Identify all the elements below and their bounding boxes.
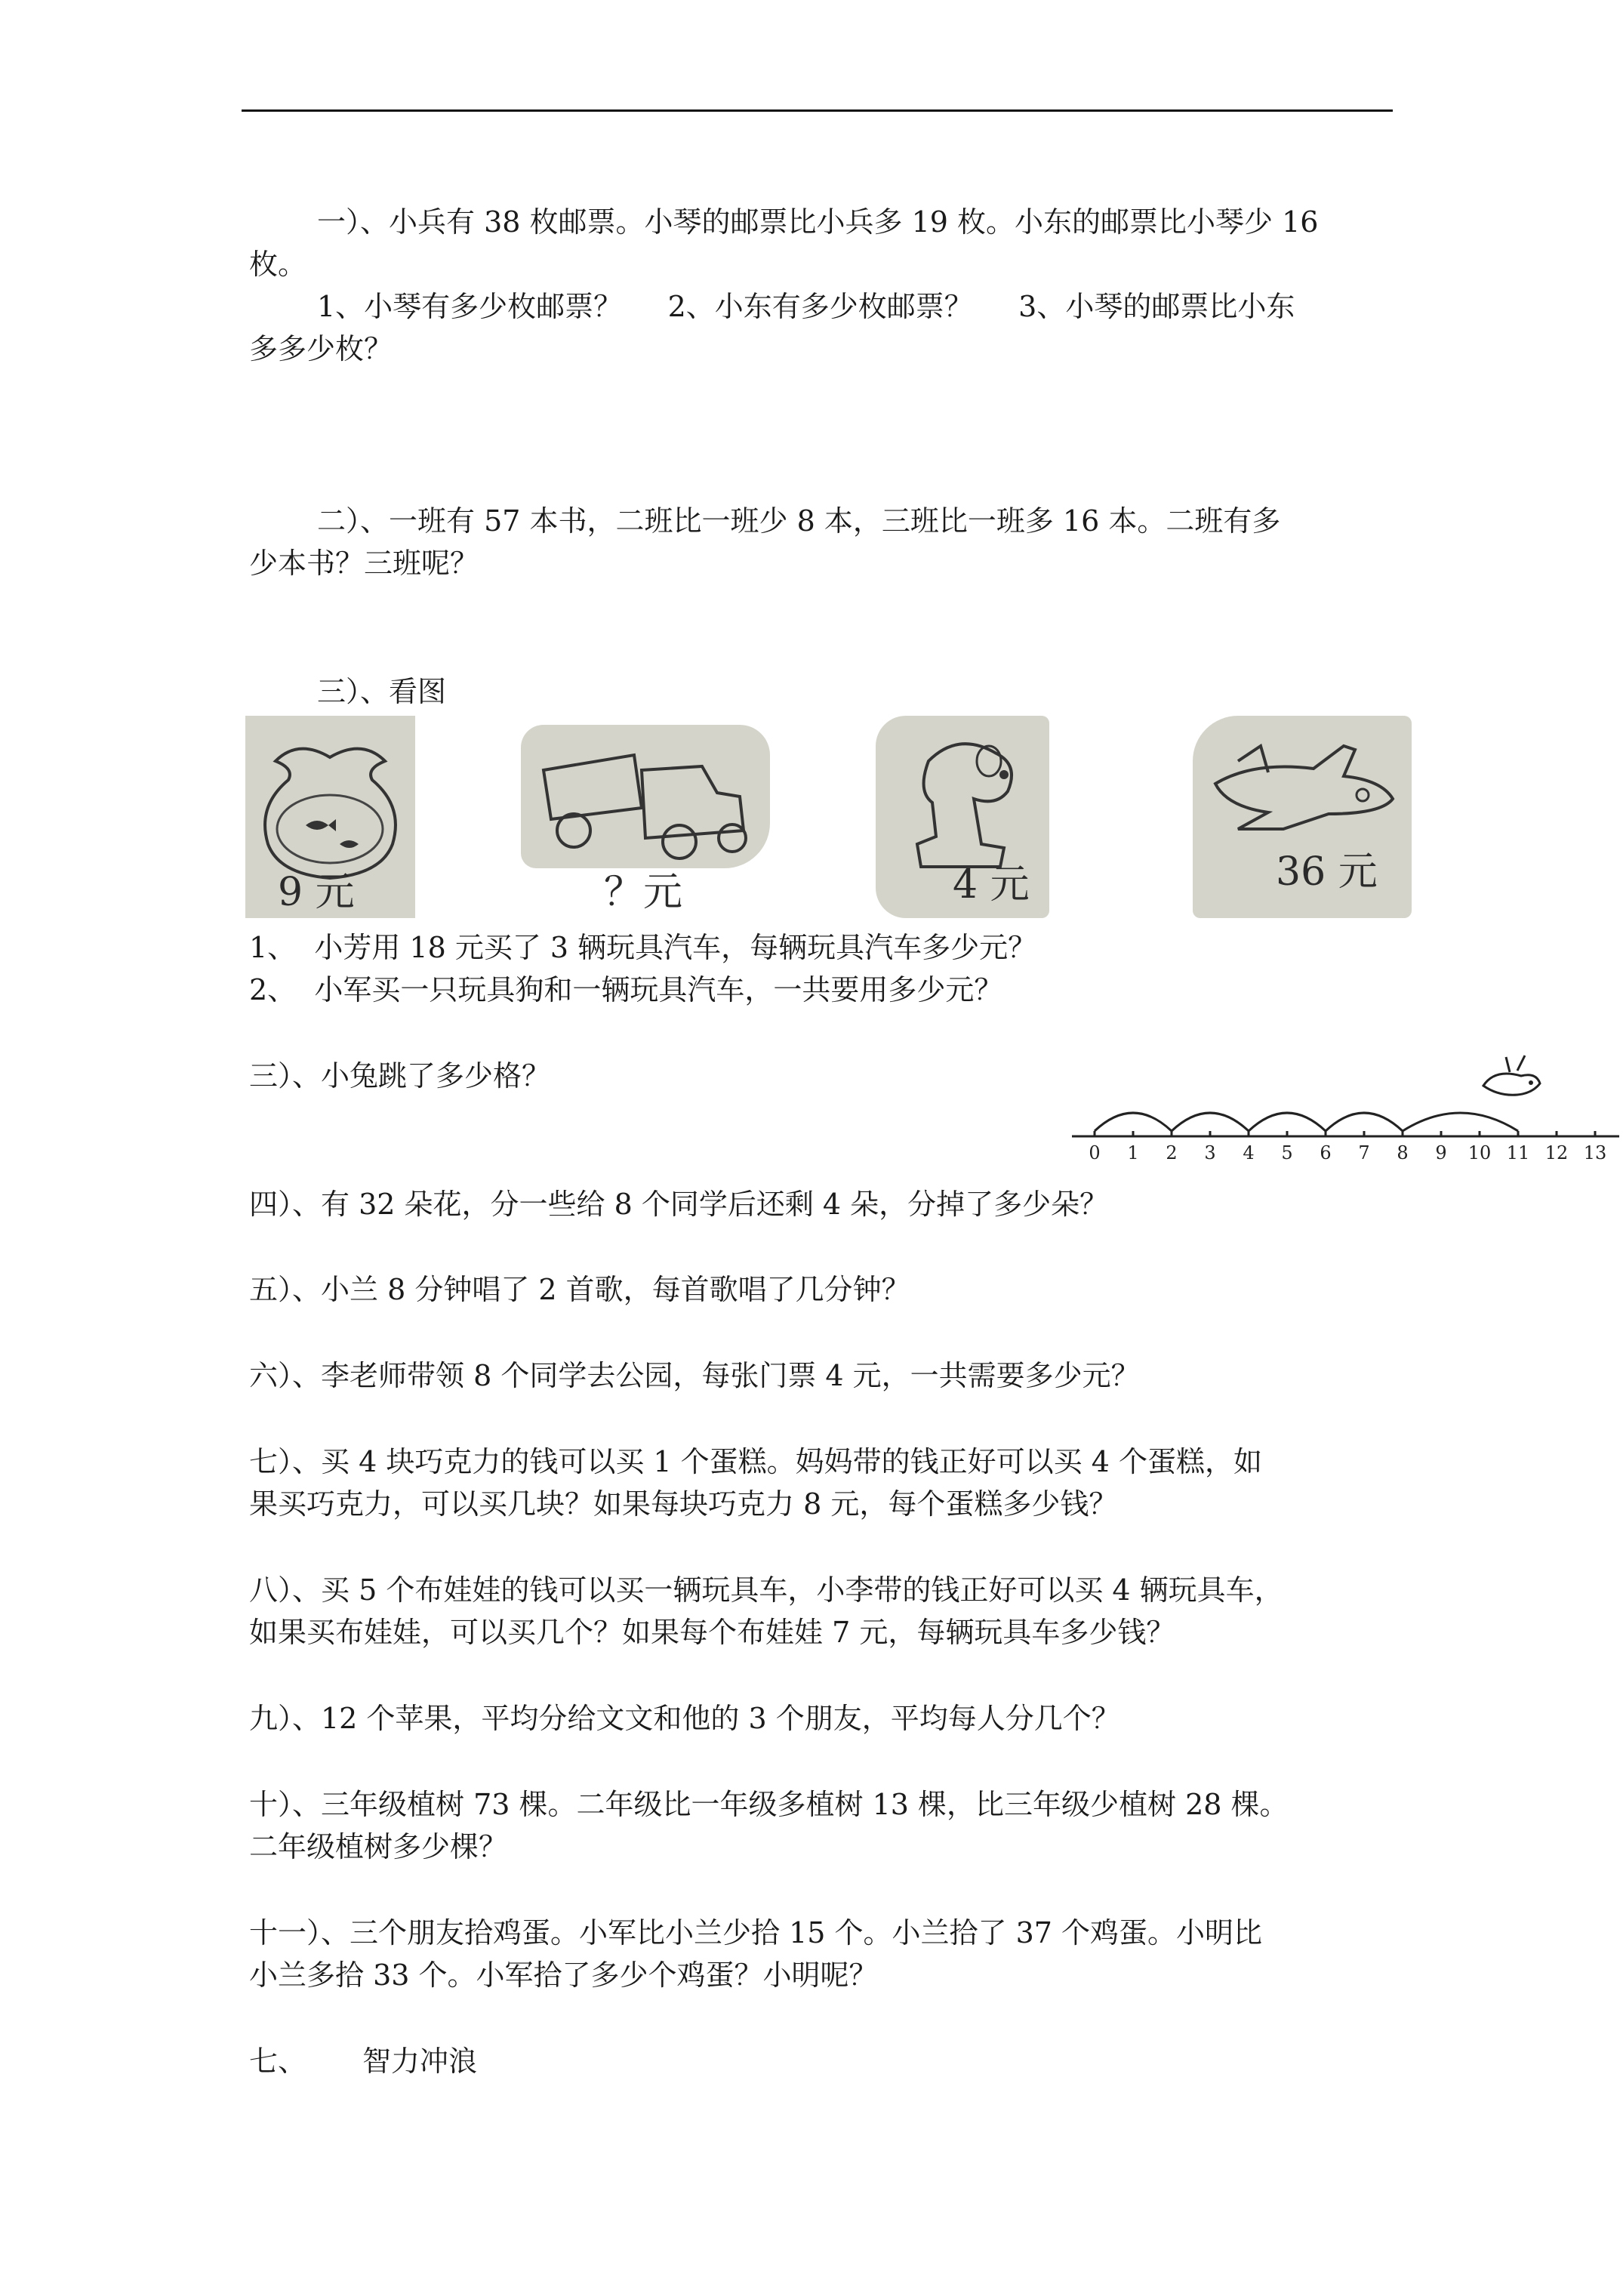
q2-line2: 少本书？三班呢？ bbox=[249, 547, 479, 580]
numberline-label: 9 bbox=[1435, 1142, 1447, 1163]
q1-line4: 多多少枚？ bbox=[249, 332, 393, 365]
q8-line2: 如果买布娃娃，可以买几个？如果每个布娃娃 7 元，每辆玩具车多少钱？ bbox=[249, 1616, 1175, 1649]
jump-arc bbox=[1326, 1113, 1403, 1131]
numberline-label: 11 bbox=[1506, 1142, 1530, 1163]
numberline-label: 13 bbox=[1583, 1142, 1607, 1163]
jump-arc bbox=[1095, 1113, 1172, 1131]
numberline-label: 6 bbox=[1320, 1142, 1332, 1163]
numberline-label: 12 bbox=[1544, 1142, 1569, 1163]
q3-heading: 三）、看图 bbox=[317, 675, 447, 708]
truck-icon bbox=[521, 725, 770, 868]
numberline-label: 0 bbox=[1089, 1142, 1101, 1163]
jump-arc bbox=[1249, 1113, 1326, 1131]
section7-title: 智力冲浪 bbox=[362, 2045, 478, 2078]
q1-line3: 1、小琴有多少枚邮票？ 2、小东有多少枚邮票？ 3、小琴的邮票比小东 bbox=[317, 290, 1295, 323]
q3-sub2: 2、 小军买一只玩具狗和一辆玩具汽车，一共要用多少元？ bbox=[249, 973, 1003, 1006]
numberline-label: 1 bbox=[1127, 1142, 1139, 1163]
plane-price: 36 元 bbox=[1276, 849, 1378, 895]
q1-line2: 枚。 bbox=[249, 248, 307, 281]
number-line bbox=[1072, 1049, 1623, 1178]
q11-line1: 十一）、三个朋友拾鸡蛋。小军比小兰少拾 15 个。小兰拾了 37 个鸡蛋。小明比 bbox=[249, 1916, 1263, 1949]
q9-text: 九）、12 个苹果，平均分给文文和他的 3 个朋友，平均每人分几个？ bbox=[249, 1702, 1120, 1735]
truck-price: ？元 bbox=[604, 870, 683, 915]
section7-number: 七、 bbox=[249, 2045, 307, 2078]
q1-line1: 一）、小兵有 38 枚邮票。小琴的邮票比小兵多 19 枚。小东的邮票比小琴少 16 bbox=[317, 205, 1319, 239]
jump-arc bbox=[1403, 1113, 1518, 1131]
q2-line1: 二）、一班有 57 本书，二班比一班少 8 本，三班比一班多 16 本。二班有多 bbox=[317, 504, 1281, 538]
q4-text: 四）、有 32 朵花，分一些给 8 个同学后还剩 4 朵，分掉了多少朵？ bbox=[249, 1188, 1109, 1221]
q11-line2: 小兰多拾 33 个。小军拾了多少个鸡蛋？小明呢？ bbox=[249, 1959, 878, 1992]
q3-sub1: 1、 小芳用 18 元买了 3 辆玩具汽车，每辆玩具汽车多少元？ bbox=[249, 931, 1037, 964]
q10-line2: 二年级植树多少棵？ bbox=[249, 1830, 508, 1863]
q8-line1: 八）、买 5 个布娃娃的钱可以买一辆玩具车，小李带的钱正好可以买 4 辆玩具车， bbox=[249, 1573, 1283, 1607]
numberline-label: 8 bbox=[1397, 1142, 1409, 1163]
numberline-label: 2 bbox=[1166, 1142, 1178, 1163]
dog-price: 4 元 bbox=[953, 862, 1030, 908]
numberline-label: 4 bbox=[1243, 1142, 1255, 1163]
rabbit-icon bbox=[1483, 1056, 1540, 1095]
q3b-text: 三）、小兔跳了多少格？ bbox=[249, 1059, 551, 1093]
numberline-label: 7 bbox=[1358, 1142, 1370, 1163]
q6-text: 六）、李老师带领 8 个同学去公园，每张门票 4 元，一共需要多少元？ bbox=[249, 1359, 1140, 1392]
jump-arc bbox=[1172, 1113, 1249, 1131]
q7-line1: 七）、买 4 块巧克力的钱可以买 1 个蛋糕。妈妈带的钱正好可以买 4 个蛋糕，如 bbox=[249, 1445, 1263, 1478]
numberline-label: 3 bbox=[1204, 1142, 1216, 1163]
toy-truck-picture bbox=[521, 725, 770, 868]
numberline-label: 5 bbox=[1281, 1142, 1293, 1163]
q7-line2: 果买巧克力，可以买几块？如果每块巧克力 8 元，每个蛋糕多少钱？ bbox=[249, 1487, 1118, 1521]
fishbowl-price: 9 元 bbox=[278, 870, 355, 915]
q5-text: 五）、小兰 8 分钟唱了 2 首歌，每首歌唱了几分钟？ bbox=[249, 1273, 910, 1306]
q10-line1: 十）、三年级植树 73 棵。二年级比一年级多植树 13 棵，比三年级少植树 28 棵。 bbox=[249, 1788, 1289, 1821]
numberline-label: 10 bbox=[1467, 1142, 1492, 1163]
header-rule bbox=[242, 109, 1393, 112]
